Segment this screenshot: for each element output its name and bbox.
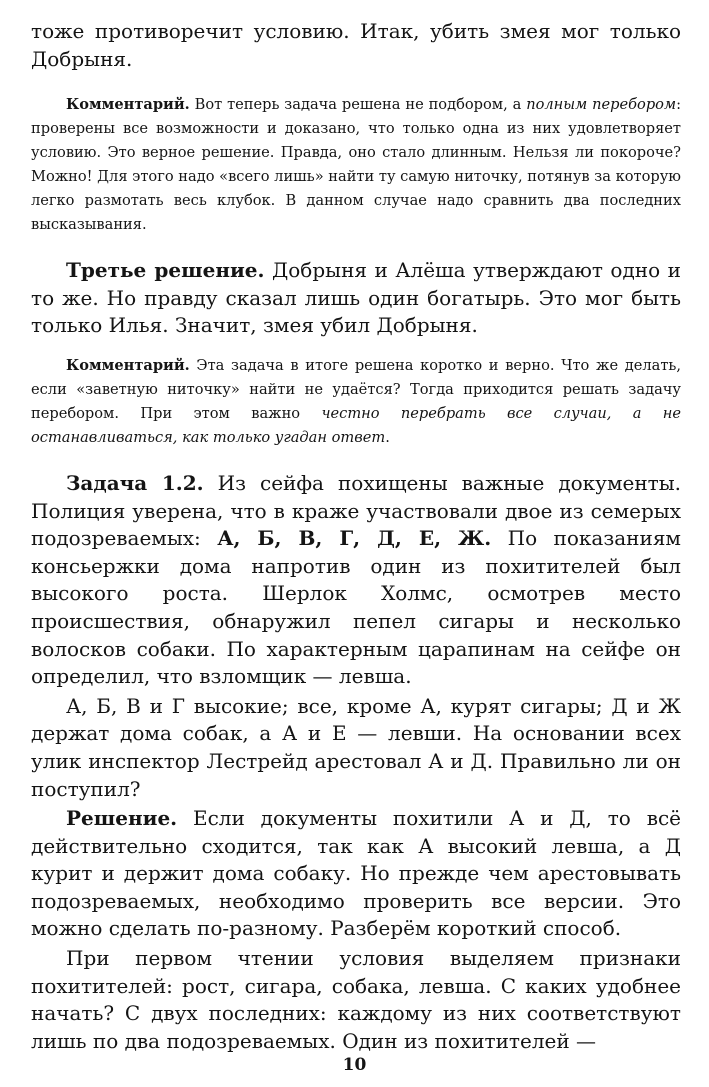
problem-text-a: Из сейфа похищены важные документы. Полиция уверена, что в краже участвовали двое из семерых подозреваемых:	[31, 470, 682, 551]
comment-2-emphasis: честно перебрать все случаи, а не останавливаться, как только угадан ответ	[31, 404, 682, 446]
paragraph-solution	[31, 805, 681, 943]
solution-label: Решение.	[66, 806, 178, 831]
page-body	[31, 18, 681, 1055]
paragraph-problem-1-2	[31, 470, 681, 691]
paragraph-clues: А, Б, В и Г высокие; все, кроме А, курят сигары; Д и Ж держат дома собак, а А и Е — левши. На основании всех улик инспектор Лестрейд арестовал А и Д. Правильно ли он поступил?	[31, 693, 681, 801]
paragraph-conclusion: тоже противоречит условию. Итак, убить змея мог только Добрыня.	[31, 19, 681, 71]
comment-1-label: Комментарий.	[66, 96, 190, 114]
comment-2-text-b: .	[385, 428, 390, 446]
comment-2	[31, 354, 681, 450]
comment-1-emphasis: полным перебором	[526, 96, 677, 114]
problem-suspects: А, Б, В, Г, Д, Е, Ж.	[217, 526, 492, 551]
comment-1	[31, 93, 681, 237]
page-number: 10	[342, 1055, 367, 1075]
comment-2-text-a: Эта задача в итоге решена коротко и верно. Что же делать, если «заветную ниточку» найти не удаётся? Тогда приходится решать задачу перебором. При этом важно	[31, 356, 681, 422]
comment-1-text-b: : проверены все возможности и доказано, что только одна из них удовлетворяет условию. Это верное решение. Правда, оно стало длинным. Нельзя ли покороче? Можно! Для этого надо «всего лишь» найти ту самую ниточку, потянув за которую легко размотать весь клубок. В данном случае надо сравнить два последних высказывания.	[31, 96, 681, 234]
third-solution-label: Третье решение.	[66, 258, 265, 283]
problem-label: Задача 1.2.	[66, 470, 204, 495]
comment-1-text-a: Вот теперь задача решена не подбором, а	[189, 96, 527, 114]
comment-2-label: Комментарий.	[66, 356, 190, 374]
paragraph-third-solution	[31, 257, 681, 340]
problem-text-b: По показаниям консьержки дома напротив один из похитителей был высокого роста. Шерлок Холмс, осмотрев место происшествия, обнаружил пепел сигары и несколько волосков собаки. По характерным царапинам на сейфе он определил, что взломщик — левша.	[31, 526, 681, 689]
solution-text: Если документы похитили А и Д, то всё действительно сходится, так как А высокий левша, а Д курит и держит дома собаку. Но прежде чем арестовывать подозреваемых, необходимо проверить все версии. Это можно сделать по-разному. Разберём короткий способ.	[31, 806, 681, 941]
third-solution-text: Добрыня и Алёша утверждают одно и то же. Но правду сказал лишь один богатырь. Это мог быть только Илья. Значит, змея убил Добрыня.	[31, 258, 682, 338]
paragraph-first-reading: При первом чтении условия выделяем признаки похитителей: рост, сигара, собака, левша. С каких удобнее начать? С двух последних: каждому из них соответствуют лишь по два подозреваемых. Один из похитителей —	[31, 946, 681, 1053]
